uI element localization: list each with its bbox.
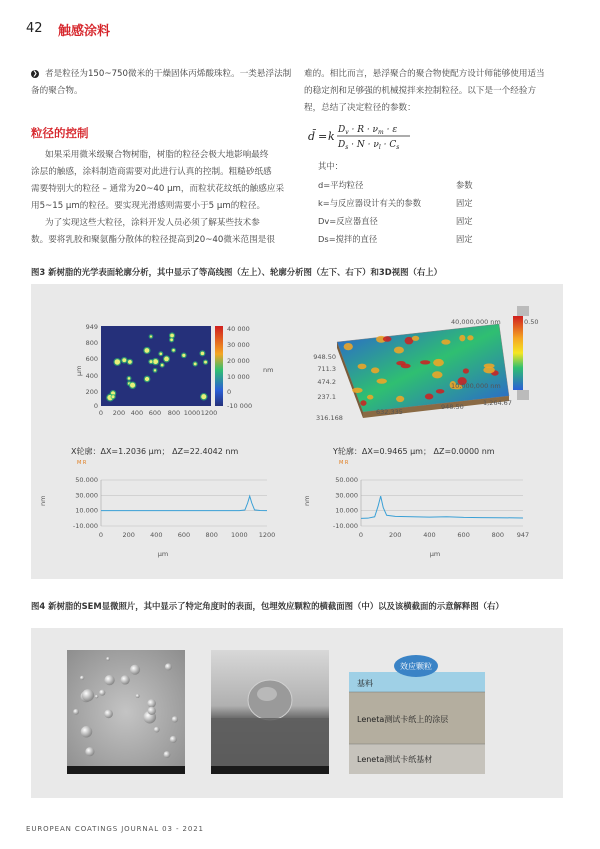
line: 数。要将乳胶和聚氨酯分散体的粒径提高到20~40微米范围是很 [31, 235, 275, 245]
surface-peak [420, 360, 430, 364]
sem-bead [95, 695, 98, 698]
colorbar-tick: 0 [227, 388, 232, 396]
z-mid-label: 10,000,000 nm [451, 382, 501, 390]
surface-peak [383, 336, 392, 342]
y-profile-xtick: 800 [491, 531, 505, 539]
colorbar-tick: -10 000 [227, 402, 253, 410]
contour-ytick: 800 [85, 339, 98, 347]
figure4-panel [31, 628, 563, 798]
contour-peak-core [194, 362, 197, 365]
sem-image-cross-section [211, 650, 329, 774]
right-column [304, 66, 566, 117]
contour-peak-core [130, 383, 135, 388]
section-title: 触感涂料 [58, 24, 111, 39]
surface-peak [436, 389, 445, 393]
colorbar-tick: 10 000 [227, 373, 250, 381]
figure4-caption: 图4 新树脂的SEM显微照片，其中显示了特定角度时的表面，包埋效应颗粒的横截面图（中）以及该横截面的示意解释图（右） [31, 601, 504, 611]
intro-paragraph: ❯ 者是粒径为150~750微米的干燥固体丙烯酸珠粒。一类悬浮法制备的聚合物。 [31, 69, 292, 96]
particle-label: 效应颗粒 [400, 662, 432, 671]
surface-peak [371, 367, 379, 373]
surface-peak [463, 368, 469, 373]
scale-top-label: 0.50 [524, 318, 539, 326]
x3d-tick: 632.335 [376, 408, 403, 416]
y3d-tick: 474.2 [317, 378, 336, 386]
sem-bead [82, 689, 94, 701]
colorbar-unit: nm [263, 366, 274, 374]
surface-peak [377, 379, 387, 384]
x-profile-xtick: 0 [98, 531, 104, 539]
line: 用5~15 μm的粒径。要实现光滑感则需要小于5 μm的粒径。 [31, 201, 266, 211]
surface-peak [484, 363, 495, 368]
sem-bead [99, 690, 105, 696]
y-profile-marker: M R [339, 460, 349, 466]
x-profile-xtick: 400 [150, 531, 163, 539]
x3d-tick: 948.50 [441, 403, 464, 411]
formula-graphic [306, 118, 416, 152]
x-profile-ylabel: nm [39, 495, 47, 506]
svg-text:Dv · R · νm · ε: $D_v \cdot R \cdot \nu_m \cdot \varepsilon$ [338, 125, 398, 136]
x-profile-xtick: 200 [122, 531, 135, 539]
svg-text:Ds · N · νl · Cs: $D_s \cdot N \cdot \nu_l \cdot C_s$ [338, 140, 400, 151]
contour-xtick: 1000 [183, 409, 201, 417]
contour-peak-core [144, 348, 149, 353]
var-name: Dv=反应器直径 [318, 216, 378, 226]
x-profile-xtick: 1000 [231, 531, 248, 539]
surface-peak [432, 371, 443, 378]
sem-bead [172, 716, 178, 722]
colorbar [215, 326, 223, 406]
sem-bead [104, 675, 114, 685]
y-profile-ytick: 50.000 [335, 476, 358, 484]
contour-ytick: 0 [93, 402, 98, 410]
surface-peak [352, 388, 362, 393]
y-profile-chart [303, 446, 529, 558]
line: 需要特别大的粒径 – 通常为20~40 μm，而粒状花纹纸的触感应采 [31, 184, 285, 194]
sem-bead [104, 710, 113, 719]
page-number: 42 [26, 21, 43, 36]
contour-peak-core [161, 364, 164, 367]
x-profile-ytick: 30.000 [75, 491, 98, 500]
contour-ytick: 400 [85, 372, 98, 380]
var-type: 固定 [456, 216, 473, 226]
base-label: 基料 [357, 679, 373, 688]
surface-peak [394, 347, 404, 354]
surface-peak [459, 335, 465, 341]
line: 的稳定剂和足够强的机械搅拌来控制粒径。以下是一个经验方 [304, 86, 537, 96]
sem-bead [80, 676, 84, 680]
z-max-label: 40,000,000 nm [451, 318, 501, 326]
surface-peak [360, 400, 366, 406]
x-profile-xtick: 600 [177, 531, 191, 539]
sem-bead [154, 727, 160, 733]
x-profile-marker: M R [77, 460, 87, 466]
contour-peak-core [122, 358, 126, 362]
contour-peak-core [150, 335, 152, 337]
y-profile-xtick: 400 [423, 531, 436, 539]
line: 难的。相比而言，悬浮聚合的聚合物使配方设计师能够使用适当 [304, 69, 545, 79]
surface-peak [396, 361, 405, 365]
y-profile-xtick: 600 [457, 531, 470, 539]
sem-bead [73, 709, 79, 715]
svg-text:d̄: d̄ [308, 130, 316, 143]
formula [306, 118, 416, 156]
x-profile-xlabel: μm [157, 550, 169, 558]
x-profile-ytick: 10.000 [75, 506, 98, 515]
figure3-panel [31, 284, 563, 579]
y3d-tick: 711.3 [317, 365, 336, 373]
substrate-label: Leneta测试卡纸基材 [357, 755, 433, 764]
y-profile-ytick: -10.000 [332, 522, 358, 530]
footer: EUROPEAN COATINGS JOURNAL 03 - 2021 [26, 825, 204, 833]
sem-bead [85, 747, 94, 756]
y-profile-xtick: 200 [389, 531, 402, 539]
where-label: 其中： [318, 161, 343, 171]
contour-peak-core [145, 377, 149, 381]
figure4-graphic [31, 628, 563, 798]
contour-peak-core [170, 334, 174, 338]
contour-peak-core [112, 395, 115, 398]
y-profile-ytick: 30.000 [335, 491, 358, 500]
var-type: 固定 [456, 234, 473, 244]
figure3-graphic [31, 284, 563, 579]
x-profile-ytick: -10.000 [72, 522, 98, 530]
sem-bead [164, 751, 171, 758]
up-arrow-icon [517, 306, 529, 316]
y-profile-xlabel: μm [429, 550, 441, 558]
contour-xtick: 200 [112, 409, 126, 417]
surface-peak [467, 335, 473, 340]
contour-peak-core [204, 361, 207, 364]
contour-peak-core [128, 377, 131, 380]
coating-label: Leneta测试卡纸上的涂层 [357, 715, 449, 724]
variable-list [318, 160, 478, 250]
contour-ytick: 949 [85, 323, 98, 331]
contour-peak-core [154, 369, 156, 371]
sem-bead [121, 675, 130, 684]
contour-xtick: 0 [98, 409, 104, 417]
line: 如果采用微米级聚合物树脂，树脂的粒径会极大地影响最终 [45, 150, 269, 160]
sem-bead [136, 694, 140, 698]
bullet-icon: ❯ [32, 69, 38, 77]
sem-bead [81, 726, 93, 738]
contour-peak-core [164, 357, 169, 362]
x3d-tick: 316.168 [316, 414, 343, 422]
contour-peak-core [182, 354, 185, 357]
contour-xtick: 800 [167, 409, 181, 417]
contour-xtick: 400 [130, 409, 144, 417]
schematic-diagram [349, 655, 485, 774]
sem-bead [106, 657, 110, 661]
x-profile-xtick: 800 [205, 531, 218, 539]
contour-xtick: 600 [148, 409, 162, 417]
y-profile-xtick: 947 [516, 531, 530, 539]
var-name: k=与反应器设计有关的参数 [318, 198, 422, 208]
x-profile-title: X轮廓：ΔX=1.2036 μm； ΔZ=22.4042 nm [71, 447, 239, 456]
y-profile-title: Y轮廓：ΔX=0.9465 μm； ΔZ=0.0000 nm [333, 447, 495, 456]
surface-peak [441, 339, 450, 344]
section-heading: 粒径的控制 [31, 126, 89, 140]
contour-peak-core [149, 360, 152, 363]
x-profile-xtick: 1200 [258, 531, 276, 539]
colorbar-tick: 40 000 [227, 325, 250, 333]
contour-peak-core [201, 352, 205, 356]
x-profile-ytick: 50.000 [75, 476, 98, 484]
var-type: 参数 [456, 180, 473, 190]
var-name: d=平均粒径 [318, 180, 364, 190]
y-profile-ylabel: nm [303, 495, 311, 506]
y-profile-series [361, 496, 523, 518]
body-paragraph-1 [31, 147, 293, 249]
contour-peak-core [201, 394, 206, 399]
z-colorbar [513, 316, 523, 390]
surface-peak [358, 364, 367, 370]
svg-text:=: = [318, 130, 328, 143]
line: 程，总结了决定粒径的参数： [304, 103, 416, 113]
contour-peak-core [153, 359, 158, 364]
contour-peak-core [115, 359, 120, 364]
y3d-tick: 948.50 [313, 353, 336, 361]
surface-peak [412, 336, 419, 341]
contour-peak-core [128, 360, 132, 364]
contour-ylabel: μm [75, 365, 83, 376]
surface-peak [396, 396, 404, 402]
x-profile-chart [39, 446, 275, 558]
sem-bead [170, 736, 177, 743]
down-arrow-icon [517, 390, 529, 400]
contour-peak-core [172, 349, 175, 352]
sem-bead [147, 699, 156, 708]
surface-peak [367, 395, 373, 400]
surface-peak [433, 359, 444, 367]
colorbar-tick: 20 000 [227, 357, 250, 365]
x-profile-series [101, 496, 267, 511]
contour-ytick: 600 [85, 355, 98, 363]
sem-bead [148, 707, 156, 715]
var-type: 固定 [456, 198, 473, 208]
sem-image-surface [67, 650, 185, 774]
sem-bead [165, 663, 172, 670]
y-profile-xtick: 0 [358, 531, 364, 539]
contour-peak-core [160, 353, 163, 356]
line: 涂层的触感，涂料制造商需要对此进行认真的控制。粗糙砂纸感 [31, 167, 272, 177]
y3d-tick: 237.1 [317, 393, 336, 401]
sem-bead [130, 665, 140, 675]
surface-peak [344, 343, 353, 350]
contour-xtick: 1200 [200, 409, 218, 417]
surface-peak [425, 394, 433, 400]
x3d-tick: 1,264.67 [483, 399, 512, 407]
view-3d [313, 306, 538, 422]
line: 为了实现这些大粒径，涂料开发人员必须了解某些技术参 [45, 218, 260, 228]
contour-peak-core [170, 338, 173, 341]
colorbar-tick: 30 000 [227, 341, 250, 349]
figure3-caption: 图3 新树脂的光学表面轮廓分析，其中显示了等高线图（左上）、轮廓分析图（左下、右下）和3D视图（右上） [31, 267, 442, 277]
y-profile-ytick: 10.000 [335, 506, 358, 515]
left-column [31, 66, 293, 100]
var-name: Ds=搅拌的直径 [318, 234, 378, 244]
svg-text:k: k [328, 130, 335, 143]
contour-ytick: 200 [85, 388, 98, 396]
contour-plot [75, 323, 273, 417]
